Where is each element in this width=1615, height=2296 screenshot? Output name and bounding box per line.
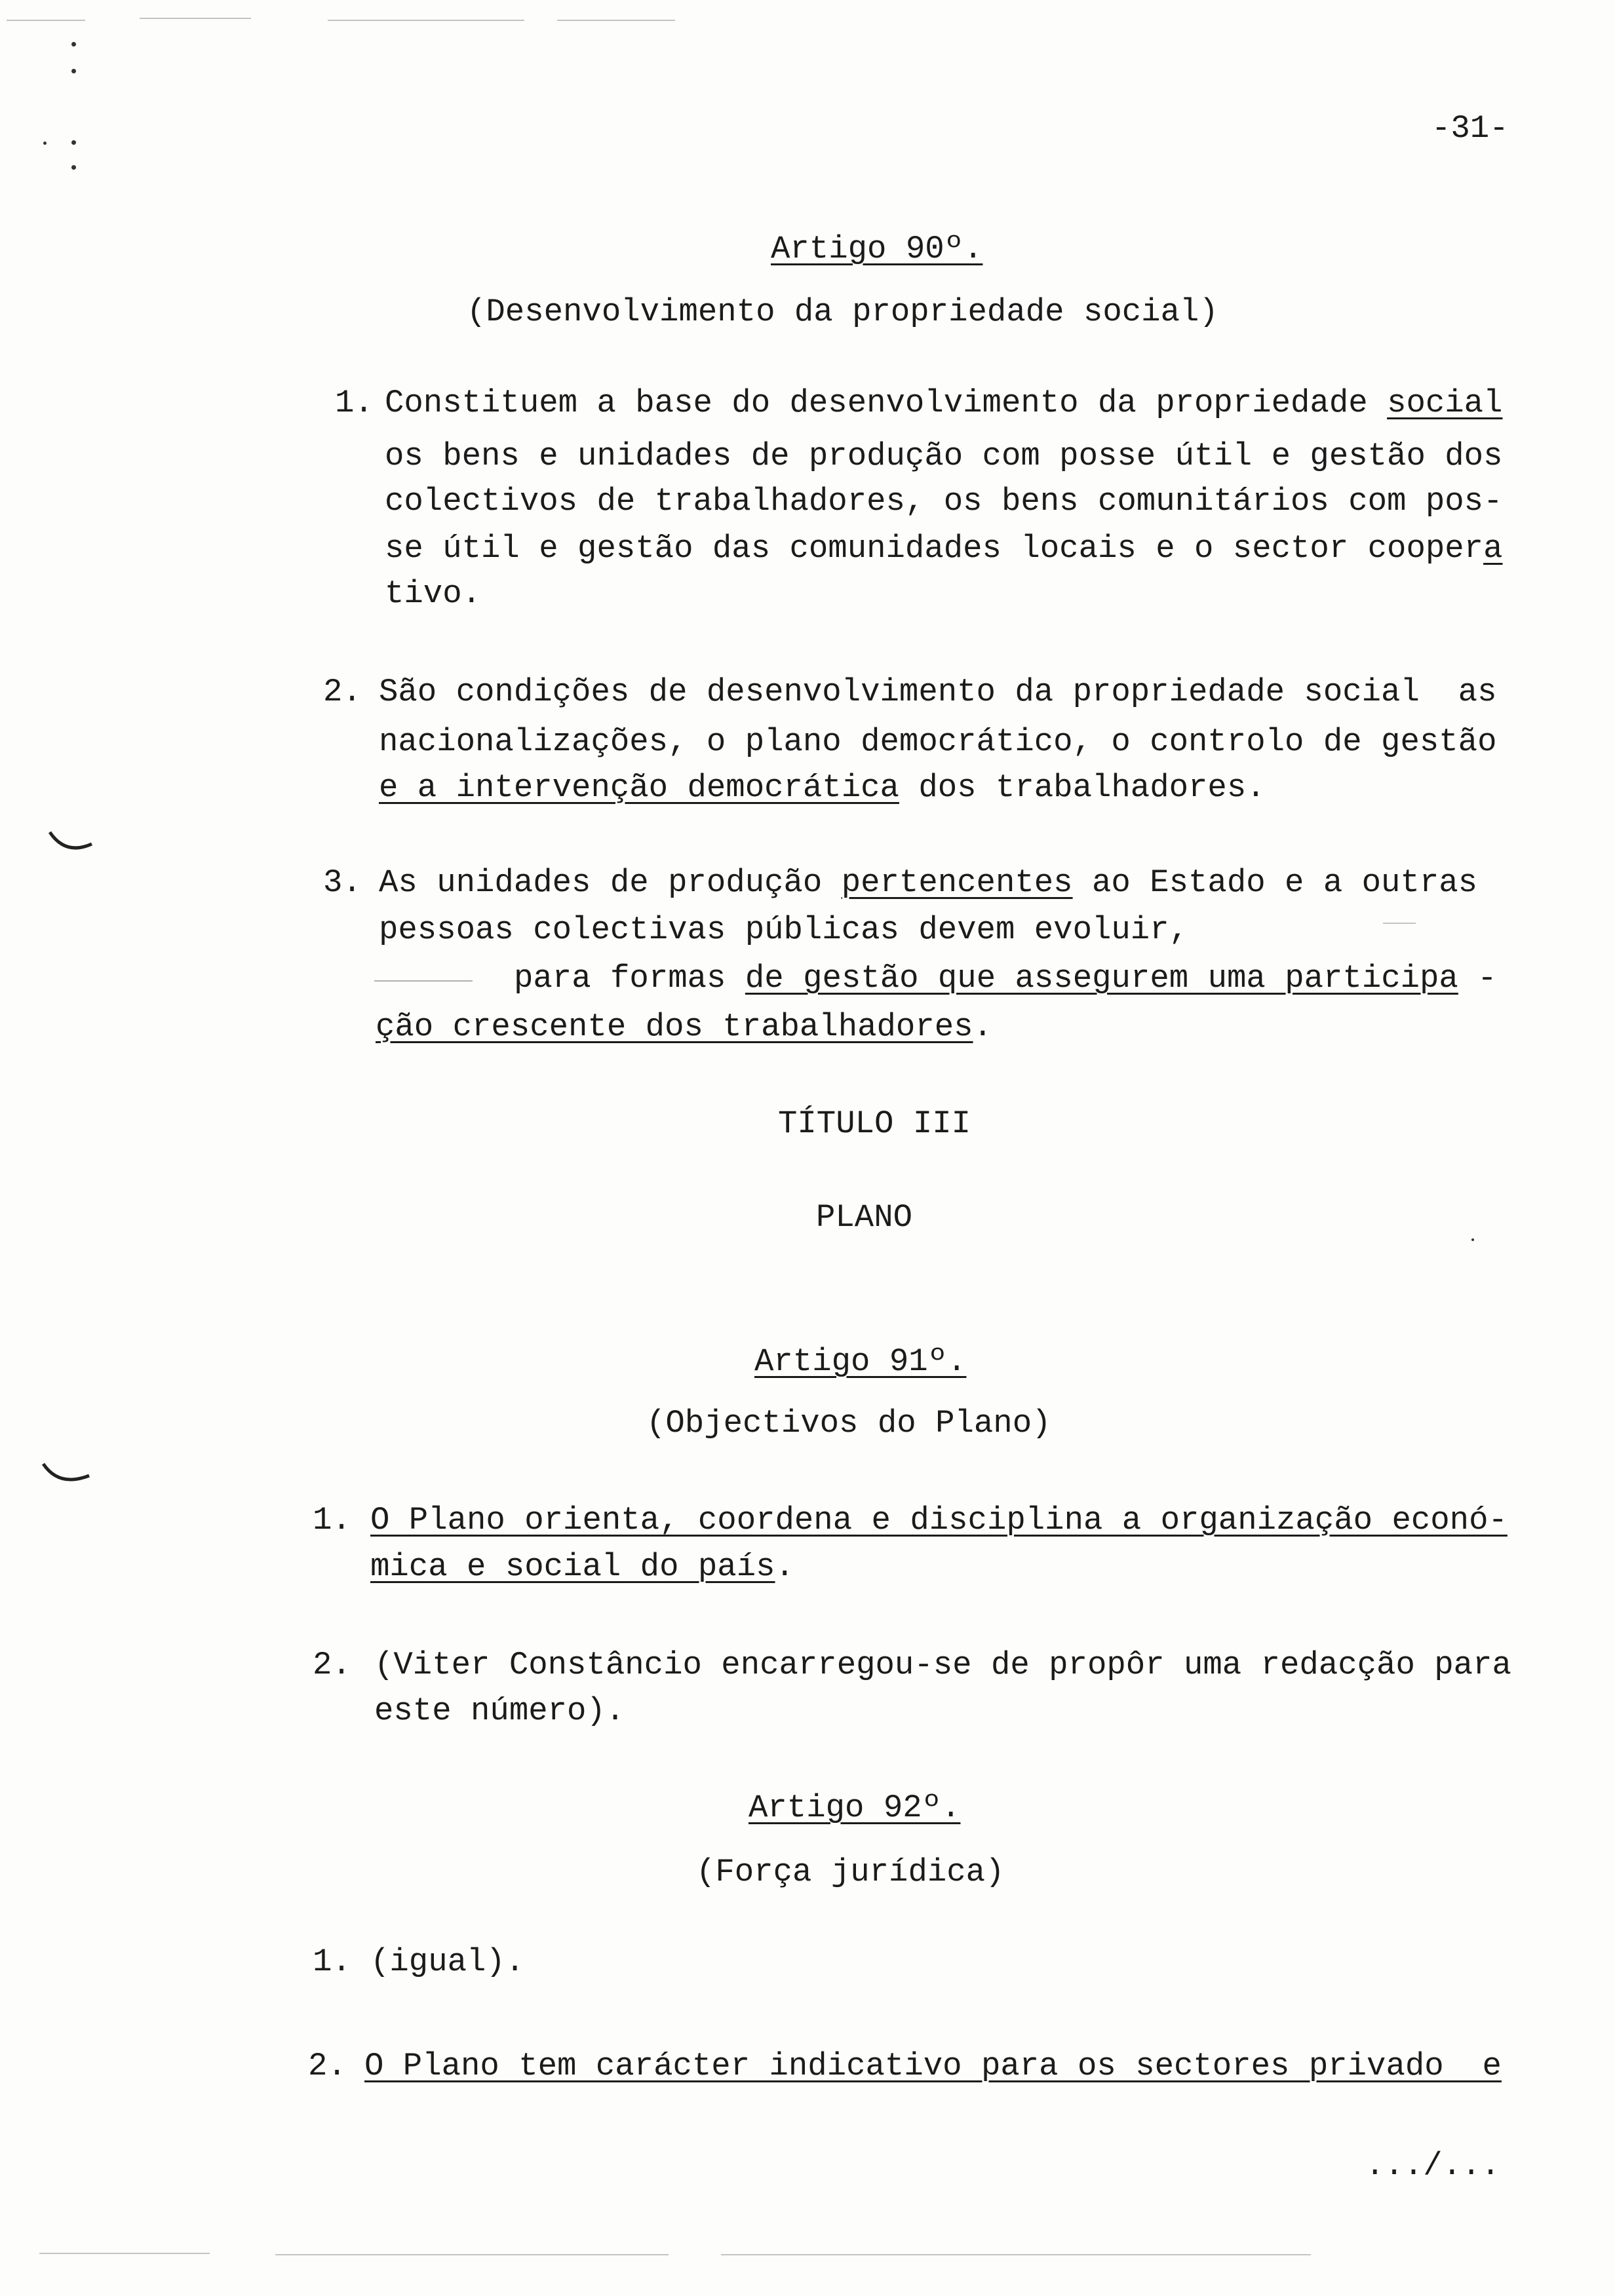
scan-artifact (1471, 1238, 1474, 1241)
text-segment: para formas (514, 960, 745, 997)
scan-artifact (71, 140, 76, 145)
scan-artifact (328, 20, 524, 21)
text-segment: São condições de desenvolvimento da propriedade social as (379, 674, 1497, 710)
paragraph-line (364, 2050, 1502, 2082)
article-90-subtitle: (Desenvolvimento da propriedade social) (467, 294, 1218, 330)
text-segment: . (973, 1008, 992, 1045)
underlined-segment: social (1387, 385, 1503, 421)
article-91-title: Artigo 91º. (754, 1343, 967, 1380)
paragraph-line (376, 1008, 992, 1045)
paragraph-line (385, 575, 482, 612)
scan-artifact (71, 69, 76, 73)
underlined-segment: O Plano tem carácter indicativo para os sectores privado e (364, 2048, 1502, 2084)
paragraph-line (374, 1649, 1511, 1681)
scan-artifact (71, 165, 76, 170)
underlined-segment: O Plano orienta, coordena e disciplina a organização econó- (370, 1502, 1508, 1539)
paragraph-line (379, 769, 1266, 806)
paragraph-line (379, 864, 1478, 901)
text-segment: (igual). (370, 1943, 525, 1980)
text-segment: Constituem a base do desenvolvimento da propriedade (385, 385, 1388, 421)
text-segment: nacionalizações, o plano democrático, o controlo de gestão (379, 723, 1497, 760)
underlined-segment: a (1483, 530, 1503, 567)
scan-artifact (557, 20, 675, 21)
paragraph-line (370, 1548, 794, 1585)
scan-artifact (721, 2254, 1311, 2255)
paragraph-line (370, 1943, 525, 1980)
text-segment: . (775, 1548, 794, 1585)
text-segment: os bens e unidades de produção com posse útil e gestão dos (385, 438, 1503, 474)
page-number: -31- (1431, 110, 1509, 147)
title-heading: TÍTULO III (778, 1105, 971, 1142)
paragraph-line (514, 960, 1497, 997)
scan-artifact (39, 1459, 98, 1491)
underlined-segment: e a intervenção democrática (379, 769, 899, 806)
text-segment: pessoas colectivas públicas devem evoluir, (379, 911, 1189, 948)
erased-typing-smudge (374, 980, 473, 982)
text-segment: - (1458, 960, 1497, 997)
item-number: 3. (323, 864, 362, 901)
item-number: 2. (313, 1647, 351, 1683)
text-segment: tivo. (385, 575, 482, 612)
article-92-subtitle: (Força jurídica) (696, 1854, 1005, 1890)
title-name: PLANO (816, 1199, 913, 1236)
text-segment: este número). (374, 1693, 625, 1729)
item-number: 1. (335, 385, 374, 421)
paragraph-line (379, 723, 1497, 760)
scan-artifact (1383, 923, 1416, 924)
underlined-segment: mica e social do país (370, 1548, 775, 1585)
scan-artifact (71, 42, 76, 47)
item-number: 2. (308, 2048, 347, 2084)
paragraph-line (379, 911, 1189, 948)
scan-artifact (7, 20, 85, 21)
text-segment: (Viter Constâncio encarregou-se de propôr uma redacção para (374, 1647, 1511, 1683)
underlined-segment: ção crescente dos trabalhadores (376, 1008, 973, 1045)
paragraph-line (379, 676, 1496, 708)
paragraph-line (385, 440, 1502, 472)
scan-artifact (43, 142, 47, 145)
text-segment: ao Estado e a outras (1072, 864, 1478, 901)
item-number: 2. (323, 674, 362, 710)
paragraph-line (385, 483, 1503, 520)
scan-artifact (275, 2254, 669, 2255)
scan-artifact (46, 827, 98, 860)
text-segment: se útil e gestão das comunidades locais e o sector cooper (385, 530, 1484, 567)
continuation-mark: .../... (1365, 2147, 1500, 2184)
article-90-title: Artigo 90º. (771, 231, 983, 267)
scan-artifact (39, 2253, 210, 2254)
paragraph-line (370, 1504, 1508, 1537)
article-92-title: Artigo 92º. (749, 1789, 961, 1826)
article-91-subtitle: (Objectivos do Plano) (646, 1405, 1051, 1442)
paragraph-line (385, 387, 1503, 419)
underlined-segment: pertencentes (841, 864, 1073, 901)
paragraph-line (374, 1695, 625, 1727)
paragraph-line (385, 530, 1503, 567)
item-number: 1. (313, 1502, 351, 1539)
text-segment: As unidades de produção (379, 864, 842, 901)
underlined-segment: de gestão que assegurem uma participa (745, 960, 1458, 997)
scan-artifact (140, 18, 251, 19)
item-number: 1. (313, 1943, 351, 1980)
text-segment: dos trabalhadores. (899, 769, 1266, 806)
text-segment: colectivos de trabalhadores, os bens comunitários com pos- (385, 483, 1503, 520)
